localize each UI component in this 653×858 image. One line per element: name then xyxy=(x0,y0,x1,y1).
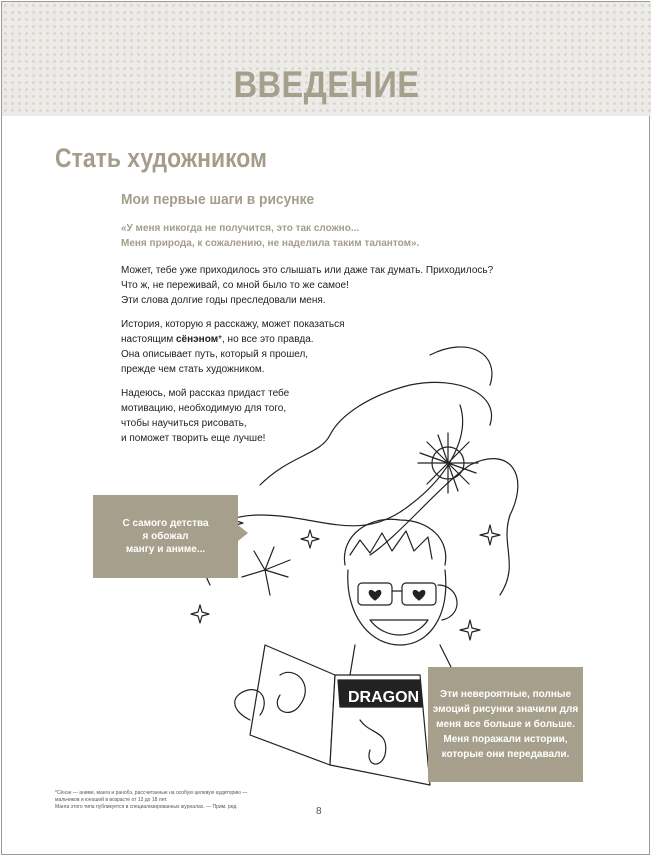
shonen-term: сёнэном xyxy=(176,334,219,345)
footnote xyxy=(55,790,247,811)
quote-line: Меня природа, к сожалению, не наделила таким талантом». xyxy=(121,238,420,249)
paragraph-line: Надеюсь, мой рассказ придаст тебе xyxy=(121,388,290,399)
paragraph-line: и поможет творить еще лучше! xyxy=(121,433,266,444)
footnote-line: *Сёнэн — аниме, манга и ранобэ, рассчитанные на особую целевую аудиторию — xyxy=(55,790,248,796)
energy-swirl xyxy=(430,347,492,385)
magazine-back-page xyxy=(250,645,335,765)
section-title: Стать художником xyxy=(55,143,267,173)
paragraph-line: Эти слова долгие годы преследовали меня. xyxy=(121,295,326,306)
magazine xyxy=(235,645,449,785)
quote-line: «У меня никогда не получится, это так сложно... xyxy=(121,223,360,234)
heart-eye-icon xyxy=(413,591,425,600)
energy-swirl xyxy=(202,405,462,585)
character xyxy=(344,519,457,675)
open-mouth xyxy=(370,620,428,635)
paragraph-1 xyxy=(121,263,493,308)
callout-line: мангу и аниме... xyxy=(125,544,206,555)
subsection-title: Мои первые шаги в рисунке xyxy=(121,191,315,208)
energy-swirl xyxy=(260,382,492,485)
callout-emotions xyxy=(428,667,583,782)
hair-spikes xyxy=(350,531,432,559)
callout-line: которые они передавали. xyxy=(441,749,570,760)
callout-line: С самого детства xyxy=(122,518,209,529)
paragraph-line: чтобы научиться рисовать, xyxy=(121,418,247,429)
paragraph-line: Она описывает путь, который я прошел, xyxy=(121,349,309,360)
page-number: 8 xyxy=(316,806,322,817)
heart-eye-icon xyxy=(369,591,381,600)
magazine-title: DRAGON xyxy=(348,689,420,706)
paragraph-line: мотивацию, необходимую для того, xyxy=(121,403,287,414)
quote xyxy=(121,221,419,251)
callout-line: меня все больше и больше. xyxy=(436,719,575,730)
paragraph-line: Может, тебе уже приходилось это слышать или даже так думать. Приходилось? xyxy=(121,265,494,276)
callout-line: Меня поражали истории, xyxy=(443,734,568,745)
paragraph-text: настоящим xyxy=(121,334,176,345)
paragraph-text: *, но все это правда. xyxy=(218,334,314,345)
paragraph-line: История, которую я расскажу, может показаться xyxy=(121,319,345,330)
paragraph-line: прежде чем стать художником. xyxy=(121,364,265,375)
chapter-title: ВВЕДЕНИЕ xyxy=(233,64,420,105)
paragraph-line: Что ж, не переживай, со мной было то же самое! xyxy=(121,280,349,291)
callout-childhood xyxy=(93,495,238,578)
callout-line: эмоций рисунки значили для xyxy=(432,704,579,715)
explosion-burst xyxy=(418,433,478,493)
callout-line: Эти невероятные, полные xyxy=(439,689,572,700)
small-burst xyxy=(242,547,290,595)
footnote-line: Манга этого типа публикуется в специализированных журналах. — Прим. ред. xyxy=(55,804,238,810)
callout-line: я обожал xyxy=(142,531,189,542)
footnote-line: мальчиков и юношей в возрасте от 12 до 18 лет. xyxy=(55,797,168,803)
